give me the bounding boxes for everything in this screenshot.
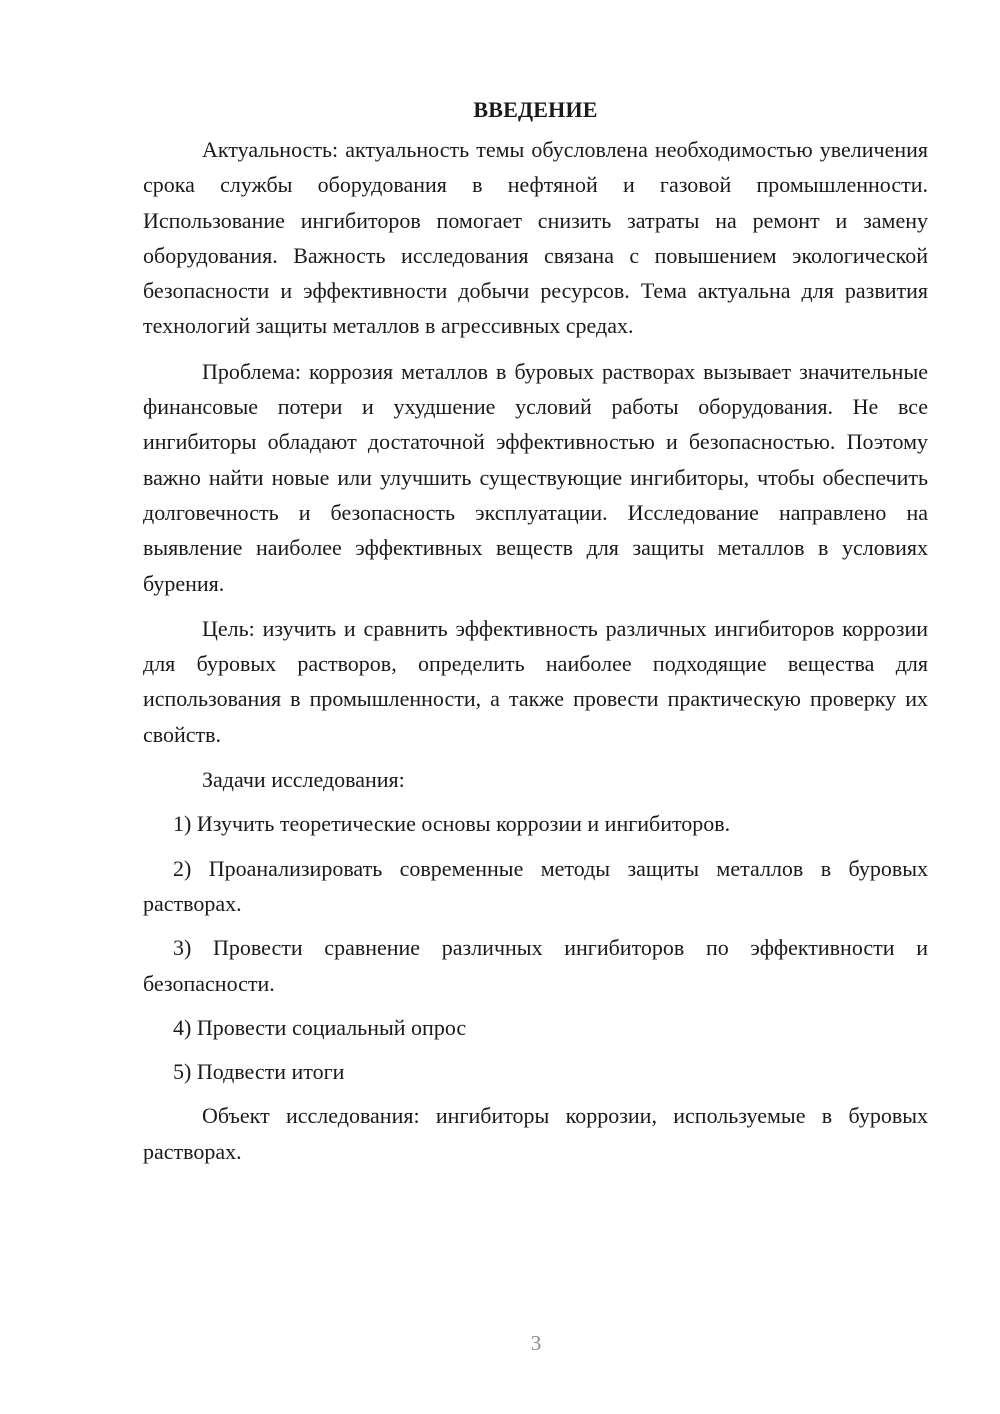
- object-paragraph: Объект исследования: ингибиторы коррозии, используемые в буровых растворах.: [143, 1103, 928, 1164]
- goal-paragraph: Цель: изучить и сравнить эффективность различных ингибиторов коррозии для буровых растворов, определить наиболее подходящие вещества для использования в промышленности, а также провести практическую проверку их свойств.: [143, 615, 928, 747]
- task-item-3: 3) Провести сравнение различных ингибиторов по эффективности и безопасности.: [143, 935, 928, 996]
- page-number: 3: [530, 1331, 542, 1355]
- task-item-2: 2) Проанализировать современные методы защиты металлов в буровых растворах.: [143, 855, 928, 916]
- tasks-list: [143, 806, 928, 1089]
- task-item-1: 1) Изучить теоретические основы коррозии и ингибиторов.: [173, 811, 731, 837]
- task-item-5: 5) Подвести итоги: [173, 1059, 345, 1085]
- document-page: [143, 92, 928, 1179]
- task-item-4: 4) Провести социальный опрос: [173, 1014, 467, 1040]
- problem-paragraph: Проблема: коррозия металлов в буровых растворах вызывает значительные финансовые потери и ухудшение условий работы оборудования. Не все ингибиторы обладают достаточной эффективностью и безопасностью. Поэтому важно найти новые или улучшить существующие ингибиторы, чтобы обеспечить долговечность и безопасность эксплуатации. Исследование направлено на выявление наиболее эффективных веществ для защиты металлов в условиях бурения.: [143, 358, 928, 596]
- tasks-heading: Задачи исследования:: [202, 767, 405, 793]
- section-heading: ВВЕДЕНИЕ: [473, 97, 598, 122]
- relevance-paragraph: Актуальность: актуальность темы обусловлена необходимостью увеличения срока службы оборудования в нефтяной и газовой промышленности. Использование ингибиторов помогает снизить затраты на ремонт и замену оборудования. Важность исследования связана с повышением экологической безопасности и эффективности добычи ресурсов. Тема актуальна для развития технологий защиты металлов в агрессивных средах.: [143, 137, 928, 339]
